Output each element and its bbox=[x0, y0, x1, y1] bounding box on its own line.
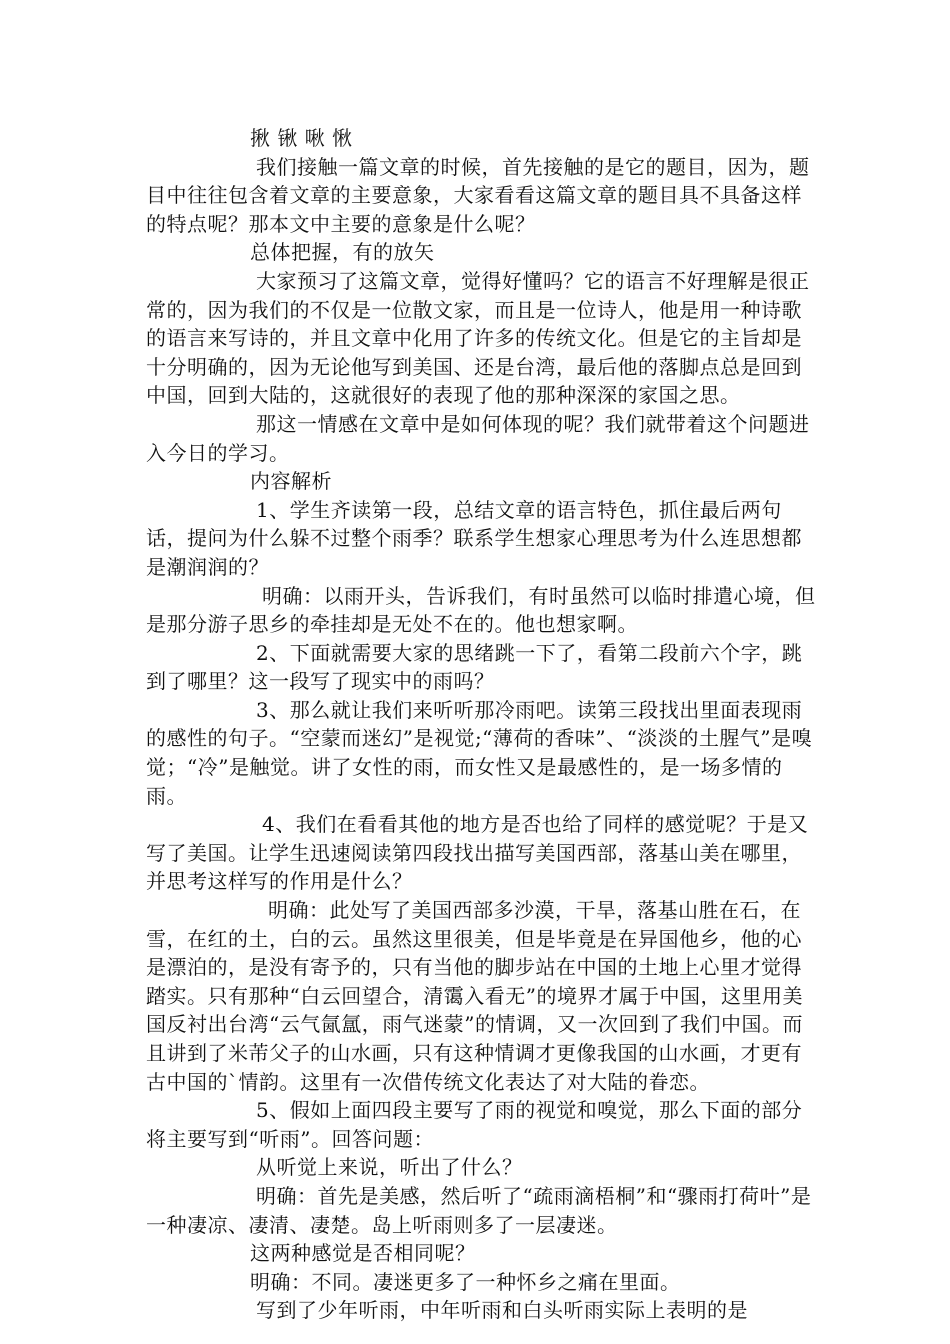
paragraph: 5、假如上面四段主要写了雨的视觉和嗅觉，那么下面的部分将主要写到“听雨”。回答问题： bbox=[146, 1098, 803, 1151]
paragraph: 1、学生齐读第一段，总结文章的语言特色，抓住最后两句话，提问为什么躲不过整个雨季？联系学生想家心理思考为什么连思想都是潮润润的？ bbox=[146, 497, 802, 579]
paragraph: 内容解析 bbox=[250, 469, 332, 494]
paragraph: 写到了少年听雨，中年听雨和白头听雨实际上表明的是 bbox=[256, 1298, 748, 1323]
paragraph: 明确：此处写了美国西部多沙漠，干旱，落基山胜在石，在雪，在红的土，白的云。虽然这里很美，但是毕竟是在异国他乡，他的心是漂泊的，是没有寄予的，只有当他的脚步站在中国的土地上心里才觉得踏实。只有那种“白云回望合，清霭入看无”的境界才属于中国，这里用美国反衬出台湾“云气氤氲，雨气迷蒙”的情调，又一次回到了我们中国。而且讲到了米芾父子的山水画，只有这种情调才更像我国的山水画，才更有古中国的`情韵。这里有一次借传统文化表达了对大陆的眷恋。 bbox=[146, 898, 803, 1094]
paragraph: 大家预习了这篇文章，觉得好懂吗？它的语言不好理解是很正常的，因为我们的不仅是一位散文家，而且是一位诗人，他是用一种诗歌的语言来写诗的，并且文章中化用了许多的传统文化。但是它的主旨却是十分明确的，因为无论他写到美国、还是台湾，最后他的落脚点总是回到中国，回到大陆的，这就很好的表现了他的那种深深的家国之思。 bbox=[146, 268, 810, 408]
paragraph: 那这一情感在文章中是如何体现的呢？我们就带着这个问题进入今日的学习。 bbox=[146, 411, 810, 465]
paragraph: 明确：以雨开头，告诉我们，有时虽然可以临时排遣心境，但是那分游子思乡的牵挂却是无处不在的。他也想家啊。 bbox=[146, 583, 816, 637]
paragraph: 3、那么就让我们来听听那冷雨吧。读第三段找出里面表现雨的感性的句子。“空蒙而迷幻”是视觉;“薄荷的香味”、“淡淡的土腥气”是嗅觉；“冷”是触觉。讲了女性的雨，而女性又是最感性的，是一场多情的雨。 bbox=[146, 697, 813, 808]
paragraph: 这两种感觉是否相同呢？ bbox=[250, 1241, 476, 1266]
paragraph: 明确：首先是美感，然后听了“疏雨滴梧桐”和“骤雨打荷叶”是一种凄凉、凄清、凄楚。岛上听雨则多了一层凄迷。 bbox=[146, 1183, 812, 1237]
paragraph: 揪 锹 啾 愀 bbox=[250, 126, 353, 150]
paragraph: 4、我们在看看其他的地方是否也给了同样的感觉呢？于是又写了美国。让学生迅速阅读第四段找出描写美国西部，落基山美在哪里，并思考这样写的作用是什么？ bbox=[146, 812, 809, 894]
document-body bbox=[146, 124, 816, 1325]
paragraph: 2、下面就需要大家的思绪跳一下了，看第二段前六个字，跳到了哪里？这一段写了现实中的雨吗？ bbox=[146, 640, 803, 694]
paragraph: 总体把握，有的放矢 bbox=[250, 240, 435, 265]
paragraph: 我们接触一篇文章的时候，首先接触的是它的题目，因为，题目中往往包含着文章的主要意象，大家看看这篇文章的题目具不具备这样的特点呢？那本文中主要的意象是什么呢？ bbox=[146, 154, 810, 236]
paragraph: 明确：不同。凄迷更多了一种怀乡之痛在里面。 bbox=[250, 1269, 681, 1294]
paragraph: 从听觉上来说，听出了什么？ bbox=[256, 1155, 523, 1180]
